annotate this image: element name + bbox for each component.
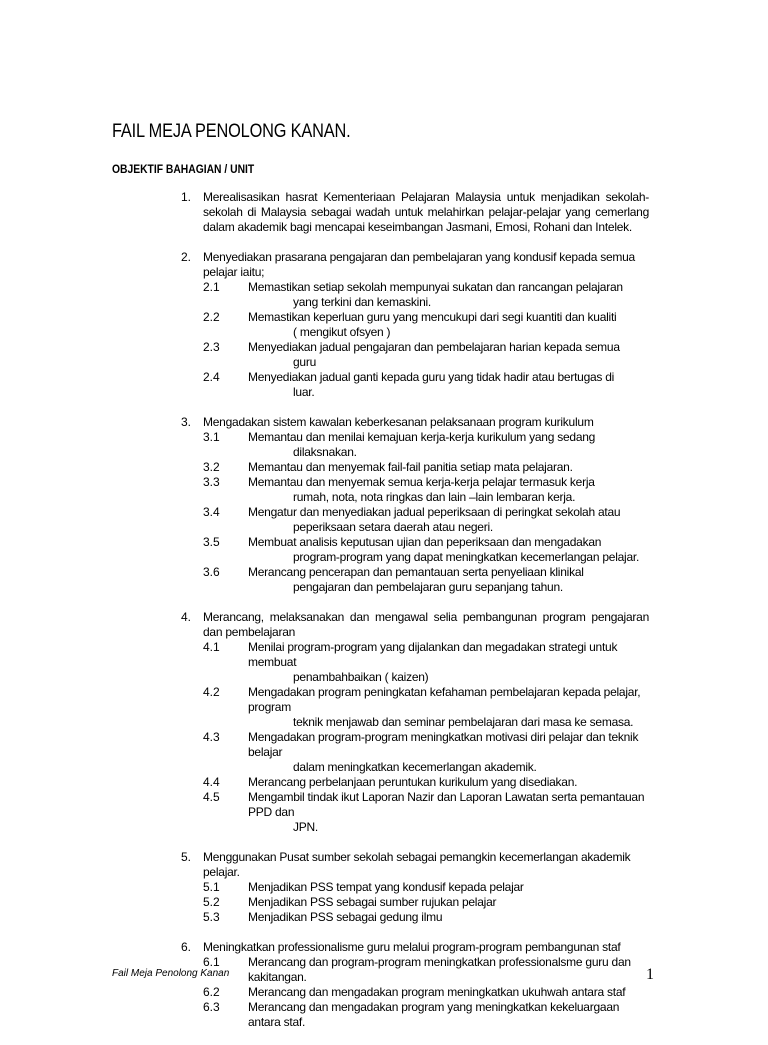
sub-objective [0,370,768,400]
sub-objective-text: Mengadakan program peningkatan kefahaman pembelajaran kepada pelajar, program [248,685,641,714]
sub-objective-text: Menjadikan PSS sebagai sumber rujukan pelajar [248,895,497,909]
sub-objective-body [248,640,648,685]
sub-objective [0,895,768,910]
objective-number: 5. [181,850,192,864]
sub-objective-text: Merancang pencerapan dan pemantauan serta penyeliaan klinikal [248,565,584,579]
objective-number: 3. [181,415,192,429]
sub-objective-body [248,280,648,310]
sub-objective [0,685,768,730]
sub-objective-number: 2.2 [203,310,220,324]
sub-objective [0,1000,768,1030]
sub-objective-continuation: luar. [293,385,315,399]
sub-objective [0,730,768,775]
objective-number: 1. [181,190,192,204]
objective-text: Merealisasikan hasrat Kementeriaan Pelajaran Malaysia untuk menjadikan sekolah-sekolah di Malaysia sebagai wadah untuk melahirkan pelajar-pelajar yang cemerlang dalam akademik bagi mencapai keseimbangan Jasmani, Emosi, Rohani dan Intelek. [203,190,649,234]
page-number: 1 [646,966,654,983]
sub-objective-text: Menjadikan PSS sebagai gedung ilmu [248,910,443,924]
sub-objective-body [248,505,648,535]
sub-objective-continuation: yang terkini dan kemaskini. [293,295,431,309]
sub-objective-number: 5.3 [203,910,220,924]
sub-objective-body [248,730,648,775]
sub-objective-continuation: pengajaran dan pembelajaran guru sepanjang tahun. [293,580,563,594]
sub-objective-text: Menyediakan jadual ganti kepada guru yang tidak hadir atau bertugas di [248,370,615,384]
objectives-list [0,190,768,1045]
sub-objective-body [248,775,648,790]
sub-objective-number: 5.1 [203,880,220,894]
objective-number: 6. [181,940,192,954]
sub-objective-continuation: peperiksaan setara daerah atau negeri. [293,520,493,534]
objective-text: Menyediakan prasarana pengajaran dan pembelajaran yang kondusif kepada semua pelajar iaitu; [203,250,635,279]
sub-objective [0,535,768,565]
sub-objective [0,310,768,340]
sub-objective-text: Menjadikan PSS tempat yang kondusif kepada pelajar [248,880,524,894]
sub-objective-text: Merancang dan mengadakan program meningkatkan ukuhwah antara staf [248,985,626,999]
sub-objective-body [248,880,648,895]
sub-objective [0,460,768,475]
sub-objective [0,985,768,1000]
objective-number: 4. [181,610,192,624]
sub-objective-body [248,1000,648,1030]
sub-objective-text: Memantau dan menilai kemajuan kerja-kerja kurikulum yang sedang [248,430,596,444]
sub-objective-number: 2.1 [203,280,220,294]
objective-text: Menggunakan Pusat sumber sekolah sebagai pemangkin kecemerlangan akademik pelajar. [203,850,631,879]
objective-text: Meningkatkan professionalisme guru melalui program-program pembangunan staf [203,940,621,954]
sub-objective-number: 4.1 [203,640,220,654]
sub-objective-number: 4.3 [203,730,220,744]
sub-objective-text: Mengatur dan menyediakan jadual peperiksaan di peringkat sekolah atau [248,505,621,519]
sub-objective-body [248,475,648,505]
sub-objective-number: 4.4 [203,775,220,789]
sub-objective-text: Merancang perbelanjaan peruntukan kurikulum yang disediakan. [248,775,578,789]
sub-objective-number: 2.4 [203,370,220,384]
sub-objective-number: 6.1 [203,955,220,969]
sub-objective [0,790,768,835]
sub-objective-number: 3.3 [203,475,220,489]
sub-objective [0,640,768,685]
sub-objective-body [248,985,648,1000]
footer-label: Fail Meja Penolong Kanan [112,968,230,979]
section-subtitle: OBJEKTIF BAHAGIAN / UNIT [112,162,255,176]
sub-objective [0,775,768,790]
sub-objective-number: 3.4 [203,505,220,519]
objective-section [0,940,768,1030]
sub-objective-body [248,370,648,400]
sub-objective-body [248,535,648,565]
sub-objective-body [248,310,648,340]
page-title: FAIL MEJA PENOLONG KANAN. [112,121,351,142]
sub-objective-number: 3.2 [203,460,220,474]
sub-objective-number: 6.3 [203,1000,220,1014]
sub-objective [0,280,768,310]
sub-objective [0,430,768,460]
sub-objective-continuation: dilaksnakan. [293,445,357,459]
sub-objective-continuation: rumah, nota, nota ringkas dan lain –lain lembaran kerja. [293,490,576,504]
sub-objective-text: Memastikan keperluan guru yang mencukupi dari segi kuantiti dan kualiti [248,310,617,324]
sub-objective-text: Merancang dan program-program meningkatkan professionalsme guru dan kakitangan. [248,955,631,984]
sub-objective [0,565,768,595]
sub-objective-continuation: ( mengikut ofsyen ) [293,325,391,339]
sub-objective-number: 3.6 [203,565,220,579]
sub-objective-continuation: program-program yang dapat meningkatkan kecemerlangan pelajar. [293,550,640,564]
sub-objective-body [248,340,648,370]
sub-objective [0,340,768,370]
sub-objective-text: Memastikan setiap sekolah mempunyai sukatan dan rancangan pelajaran [248,280,623,294]
sub-objective-text: Merancang dan mengadakan program yang meningkatkan kekeluargaan antara staf. [248,1000,620,1029]
sub-objective-text: Menilai program-program yang dijalankan dan megadakan strategi untuk membuat [248,640,618,669]
sub-objective-text: Mengambil tindak ikut Laporan Nazir dan Laporan Lawatan serta pemantauan PPD dan [248,790,645,819]
sub-objective-continuation: dalam meningkatkan kecemerlangan akademik. [293,760,537,774]
sub-objective [0,880,768,895]
sub-objective-body [248,430,648,460]
sub-objective-number: 3.5 [203,535,220,549]
sub-objective-text: Mengadakan program-program meningkatkan motivasi diri pelajar dan teknik belajar [248,730,639,759]
objective-section [0,850,768,925]
objective-section [0,190,768,235]
sub-objective-body [248,685,648,730]
sub-objective-number: 2.3 [203,340,220,354]
sub-objective-number: 6.2 [203,985,220,999]
sub-objective-body [248,955,648,985]
sub-objective-body [248,460,648,475]
objective-section [0,415,768,595]
sub-objective [0,505,768,535]
sub-objective-text: Memantau dan menyemak semua kerja-kerja pelajar termasuk kerja [248,475,595,489]
sub-objective-text: Menyediakan jadual pengajaran dan pembelajaran harian kepada semua [248,340,620,354]
sub-objective [0,475,768,505]
sub-objective-body [248,790,648,835]
objective-number: 2. [181,250,192,264]
objective-section [0,610,768,835]
sub-objective-continuation: penambahbaikan ( kaizen) [293,670,429,684]
sub-objective-continuation: guru [293,355,317,369]
sub-objective-text: Memantau dan menyemak fail-fail panitia setiap mata pelajaran. [248,460,573,474]
sub-objective-continuation: JPN. [293,820,319,834]
sub-objective [0,910,768,925]
sub-objective-body [248,910,648,925]
objective-section [0,250,768,400]
sub-objective-number: 3.1 [203,430,220,444]
sub-objective-number: 5.2 [203,895,220,909]
sub-objective-body [248,565,648,595]
sub-objective-text: Membuat analisis keputusan ujian dan peperiksaan dan mengadakan [248,535,602,549]
sub-objective-continuation: teknik menjawab dan seminar pembelajaran dari masa ke semasa. [293,715,634,729]
objective-text: Mengadakan sistem kawalan keberkesanan pelaksanaan program kurikulum [203,415,594,429]
sub-objective-body [248,895,648,910]
sub-objective-number: 4.5 [203,790,220,804]
sub-objective-number: 4.2 [203,685,220,699]
objective-text: Merancang, melaksanakan dan mengawal selia pembangunan program pengajaran dan pembelajaran [203,610,649,639]
